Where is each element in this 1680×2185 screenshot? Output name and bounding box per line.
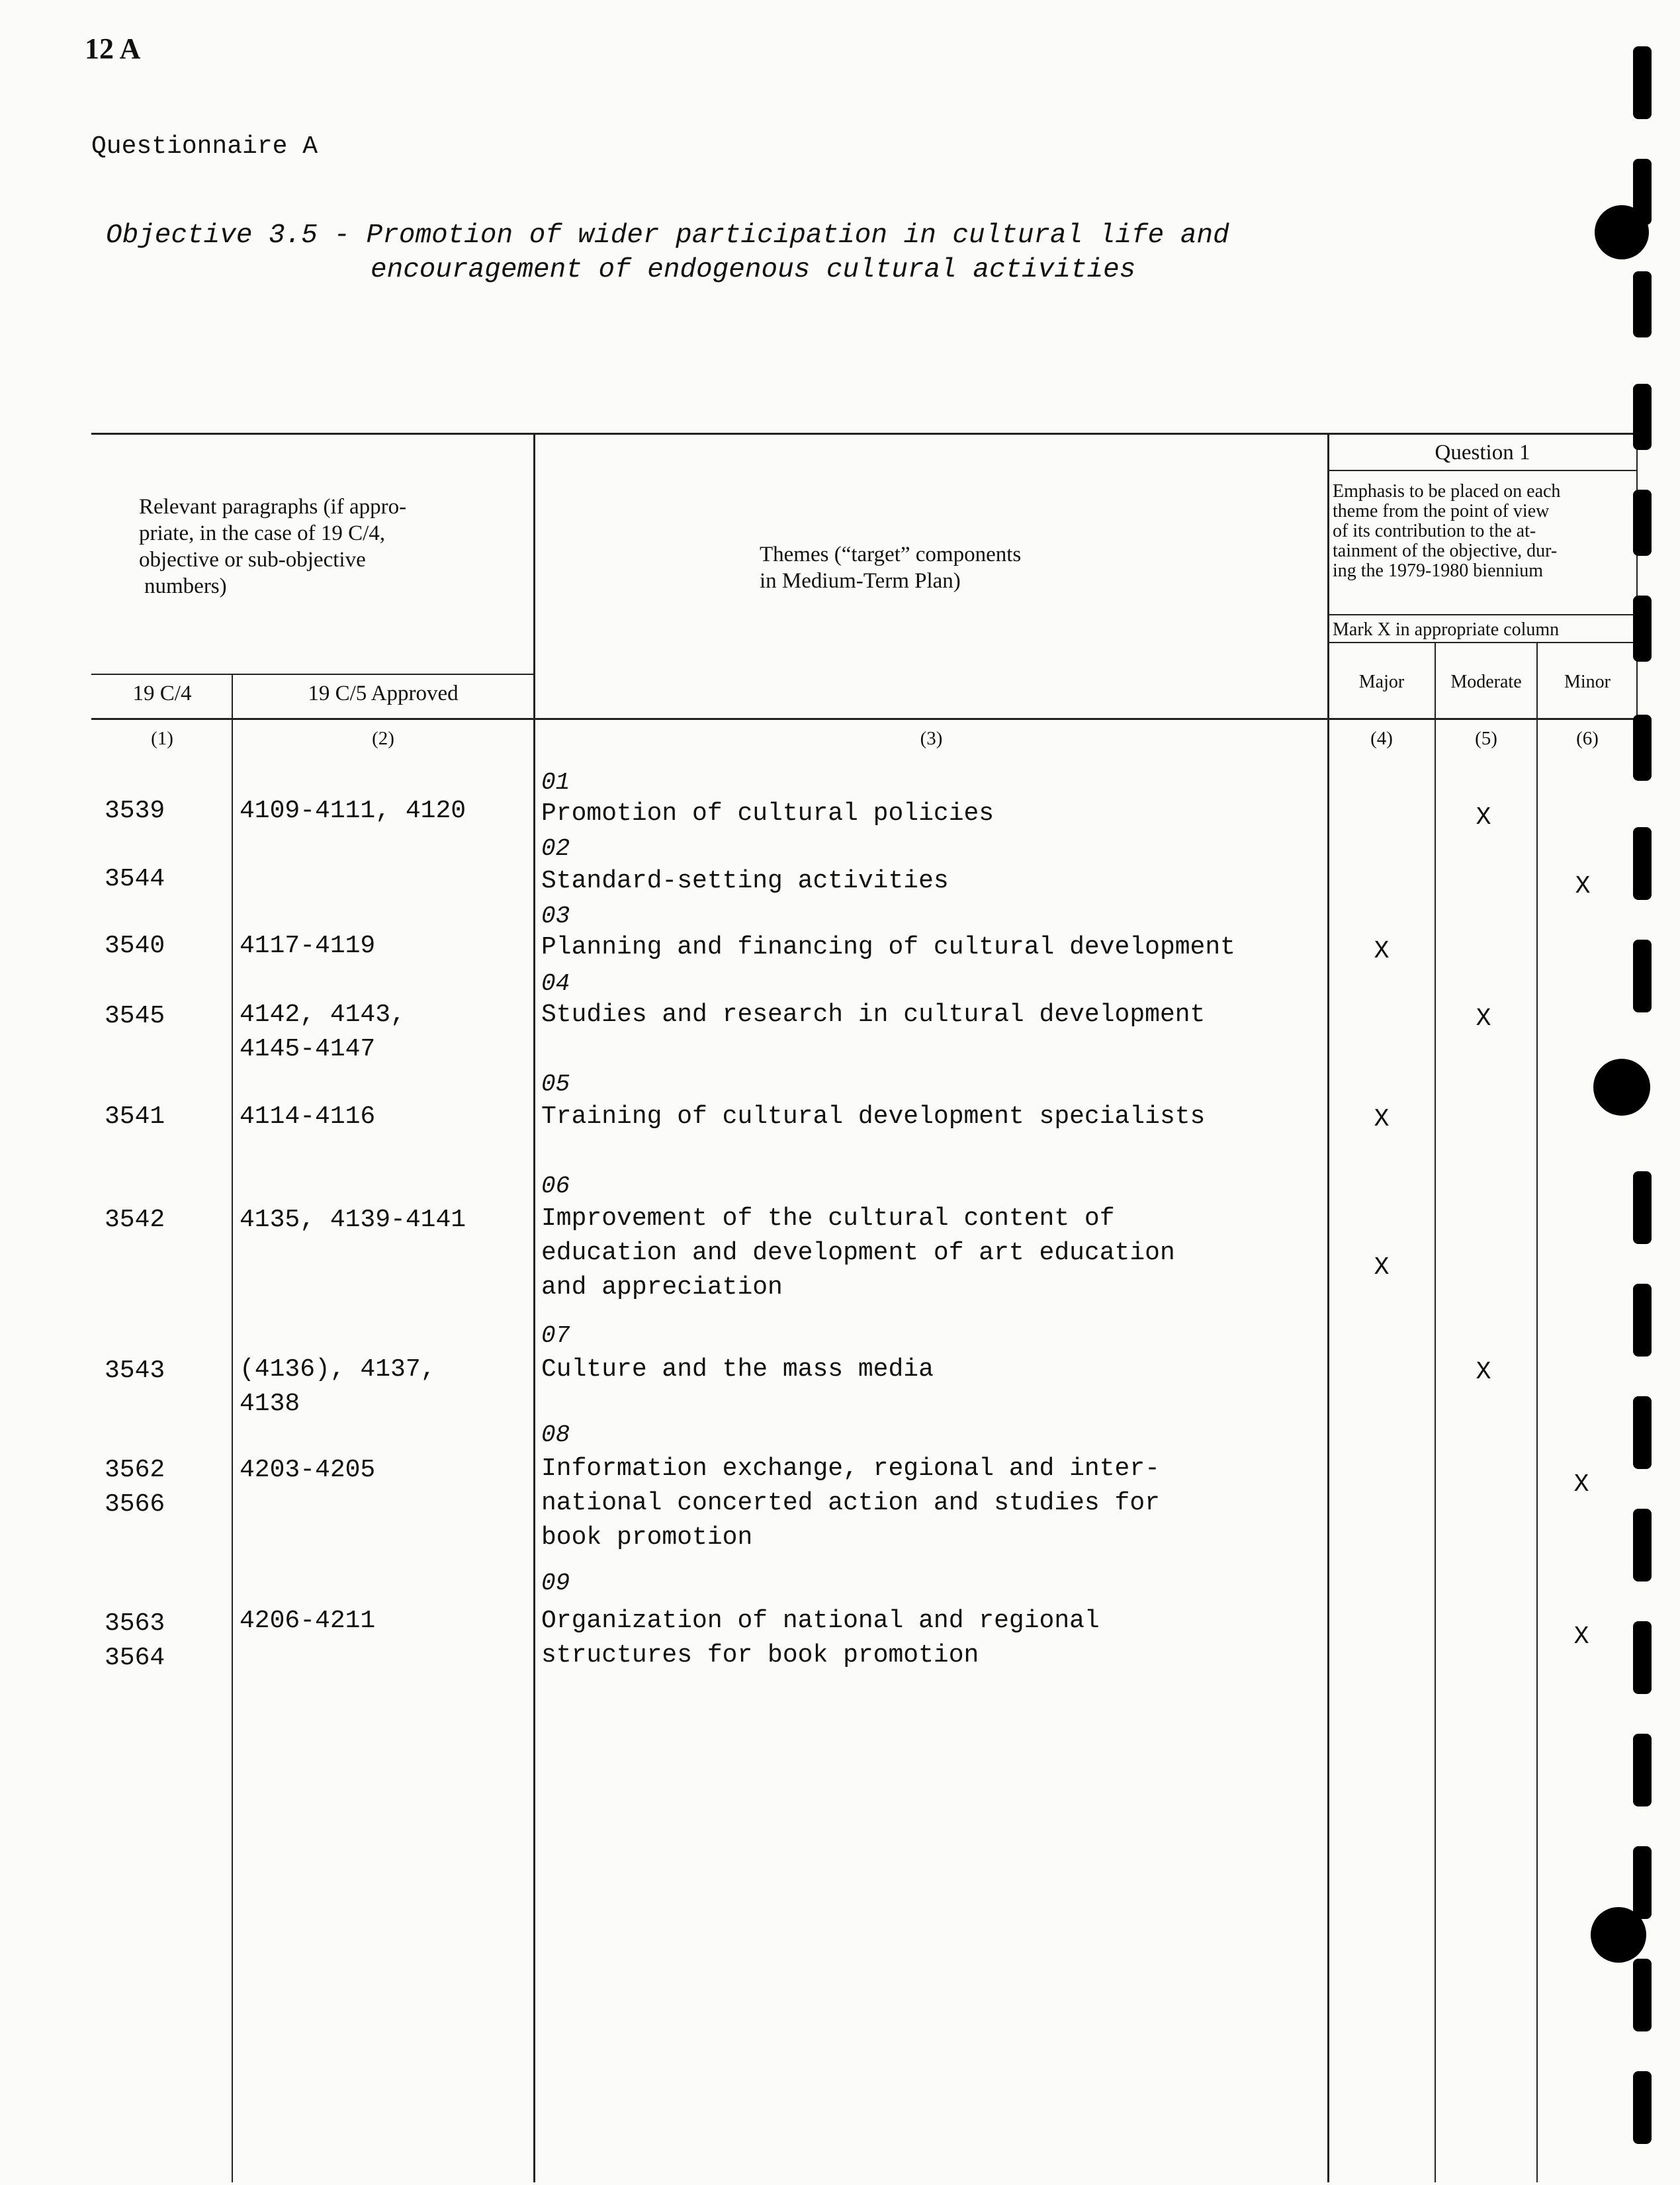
theme-line: book promotion <box>541 1523 753 1552</box>
header-line: theme from the point of view <box>1333 501 1550 521</box>
col-number-6: (6) <box>1576 728 1599 749</box>
header-line: tainment of the objective, dur- <box>1333 541 1558 561</box>
binding-bar <box>1633 1734 1652 1806</box>
theme-code: 03 <box>541 903 570 930</box>
table-top-rule <box>91 433 1638 435</box>
binding-bar <box>1633 384 1652 450</box>
emphasis-header <box>1333 482 1637 581</box>
question-header: Question 1 <box>1435 441 1530 465</box>
theme-line: Improvement of the cultural content of <box>541 1204 1115 1233</box>
theme-text <box>541 1604 1100 1673</box>
col-number-3: (3) <box>920 728 943 749</box>
header-bottom-rule <box>91 718 1638 720</box>
c4-line: 3564 <box>105 1644 165 1672</box>
questionnaire-label: Questionnaire A <box>91 132 318 161</box>
theme-code: 02 <box>541 835 570 862</box>
theme-line: national concerted action and studies for <box>541 1489 1160 1517</box>
theme-line: Standard-setting activities <box>541 867 949 895</box>
c5-line: 4206-4211 <box>240 1607 376 1635</box>
c4-line: 3544 <box>105 865 165 893</box>
binding-bar <box>1633 596 1652 662</box>
col12-header-rule <box>91 674 535 675</box>
theme-line: Information exchange, regional and inter- <box>541 1454 1160 1483</box>
col-number-4: (4) <box>1370 728 1393 749</box>
mark-major: X <box>1374 1105 1390 1134</box>
theme-text <box>541 1452 1160 1555</box>
theme-text <box>541 1202 1175 1305</box>
page-number: 12 A <box>85 32 141 65</box>
c5-line: 4145-4147 <box>240 1035 376 1063</box>
c4-line: 3566 <box>105 1490 165 1519</box>
minor-header: Minor <box>1564 672 1611 692</box>
theme-text <box>541 797 994 831</box>
c4-line: 3542 <box>105 1206 165 1234</box>
theme-code: 07 <box>541 1322 570 1349</box>
c5-line: 4138 <box>240 1390 300 1418</box>
c4-paragraphs <box>105 1203 165 1237</box>
header-line: ing the 1979-1980 biennium <box>1333 560 1544 581</box>
c4-paragraphs <box>105 1100 165 1134</box>
c4-paragraphs <box>105 862 165 897</box>
binding-bar <box>1633 1396 1652 1469</box>
themes-header <box>760 541 1021 594</box>
theme-line: Culture and the mass media <box>541 1355 934 1384</box>
objective-line-2: encouragement of endogenous cultural activities <box>371 255 1136 285</box>
col-number-2: (2) <box>372 728 394 749</box>
theme-text <box>541 930 1235 965</box>
c4-paragraphs <box>105 1607 165 1675</box>
binding-bar <box>1633 1284 1652 1357</box>
question-rule <box>1329 470 1638 471</box>
emphasis-rule <box>1329 614 1638 615</box>
theme-text <box>541 1353 934 1387</box>
theme-code: 04 <box>541 970 570 997</box>
mark-moderate: X <box>1476 1004 1491 1033</box>
relevant-paragraphs-header <box>139 494 523 600</box>
theme-text <box>541 998 1205 1032</box>
c5-line: (4136), 4137, <box>240 1355 436 1384</box>
theme-code: 09 <box>541 1570 570 1597</box>
header-line: numbers) <box>144 574 227 598</box>
mark-major: X <box>1374 1253 1390 1282</box>
header-line: in Medium-Term Plan) <box>760 569 961 593</box>
binding-bar <box>1633 940 1652 1012</box>
mark-instruction: Mark X in appropriate column <box>1333 619 1560 640</box>
binding-bar <box>1633 1959 1652 2031</box>
theme-code: 05 <box>541 1071 570 1098</box>
binding-bar <box>1633 490 1652 556</box>
c5-line: 4203-4205 <box>240 1456 376 1484</box>
col3-divider <box>1327 433 1329 2182</box>
c4-paragraphs <box>105 794 165 828</box>
c5-paragraphs <box>240 1353 435 1421</box>
c5-line: 4135, 4139-4141 <box>240 1206 466 1234</box>
binding-bar <box>1633 1846 1652 1919</box>
binding-bar <box>1633 1171 1652 1244</box>
c4-line: 3543 <box>105 1357 165 1385</box>
c5-paragraphs <box>240 929 375 963</box>
c5-paragraphs <box>240 794 466 828</box>
c4-paragraphs <box>105 929 165 963</box>
binding-bar <box>1633 1621 1652 1694</box>
binding-bar <box>1633 827 1652 900</box>
c4-line: 3541 <box>105 1102 165 1131</box>
binding-bar <box>1633 2071 1652 2144</box>
c4-line: 3539 <box>105 797 165 825</box>
theme-text <box>541 1100 1205 1134</box>
binding-hole <box>1595 205 1649 259</box>
col-number-5: (5) <box>1475 728 1497 749</box>
theme-line: Training of cultural development specialists <box>541 1102 1206 1131</box>
binding-bar <box>1633 715 1652 781</box>
theme-line: and appreciation <box>541 1273 783 1302</box>
col1-divider <box>232 674 233 2182</box>
mark-minor: X <box>1575 872 1591 901</box>
c5-line: 4114-4116 <box>240 1102 376 1131</box>
theme-code: 06 <box>541 1173 570 1200</box>
c5-paragraphs <box>240 1100 375 1134</box>
c4-line: 3540 <box>105 932 165 960</box>
col-number-1: (1) <box>151 728 173 749</box>
c5-line: 4117-4119 <box>240 932 376 960</box>
mark-minor: X <box>1573 1623 1589 1651</box>
mark-moderate: X <box>1476 803 1491 832</box>
theme-line: Studies and research in cultural development <box>541 1001 1206 1029</box>
header-line: Relevant paragraphs (if appro- <box>139 495 407 519</box>
header-line: objective or sub-objective <box>139 548 366 572</box>
c5-paragraphs <box>240 1453 375 1488</box>
header-line: Emphasis to be placed on each <box>1333 481 1561 502</box>
col2-divider <box>533 433 535 2182</box>
objective-heading <box>106 218 1229 287</box>
moderate-header: Moderate <box>1450 672 1522 692</box>
col2-header: 19 C/5 Approved <box>308 682 459 705</box>
binding-bar <box>1633 271 1652 337</box>
c4-line: 3563 <box>105 1609 165 1638</box>
binding-hole <box>1591 1907 1646 1963</box>
mark-minor: X <box>1573 1470 1589 1499</box>
header-line: priate, in the case of 19 C/4, <box>139 521 386 545</box>
c5-paragraphs <box>240 1203 466 1237</box>
c5-line: 4142, 4143, <box>240 1001 406 1029</box>
c4-line: 3562 <box>105 1456 165 1484</box>
major-header: Major <box>1358 672 1405 692</box>
binding-hole <box>1593 1059 1650 1116</box>
theme-line: education and development of art education <box>541 1239 1175 1267</box>
theme-line: Promotion of cultural policies <box>541 799 995 828</box>
theme-code: 08 <box>541 1421 570 1449</box>
binding-bar <box>1633 46 1652 119</box>
c4-paragraphs <box>105 999 165 1034</box>
col4-divider <box>1435 642 1436 2182</box>
objective-line-1: Objective 3.5 - Promotion of wider participation in cultural life and <box>106 220 1229 251</box>
c5-paragraphs <box>240 1604 375 1638</box>
theme-line: structures for book promotion <box>541 1641 979 1670</box>
c4-paragraphs <box>105 1354 165 1388</box>
theme-text <box>541 864 949 899</box>
c5-line: 4109-4111, 4120 <box>240 797 466 825</box>
c4-line: 3545 <box>105 1002 165 1030</box>
mark-major: X <box>1374 937 1390 965</box>
theme-line: Organization of national and regional <box>541 1607 1100 1635</box>
c4-paragraphs <box>105 1453 165 1522</box>
theme-line: Planning and financing of cultural development <box>541 933 1235 961</box>
binding-bar <box>1633 1509 1652 1582</box>
header-line: of its contribution to the at- <box>1333 521 1536 541</box>
header-line: Themes (“target” components <box>760 543 1022 566</box>
col1-header: 19 C/4 <box>132 682 192 705</box>
c5-paragraphs <box>240 998 406 1067</box>
mark-moderate: X <box>1476 1358 1491 1386</box>
col5-divider <box>1536 642 1538 2182</box>
mark-instruction-rule <box>1329 642 1638 643</box>
theme-code: 01 <box>541 769 570 796</box>
